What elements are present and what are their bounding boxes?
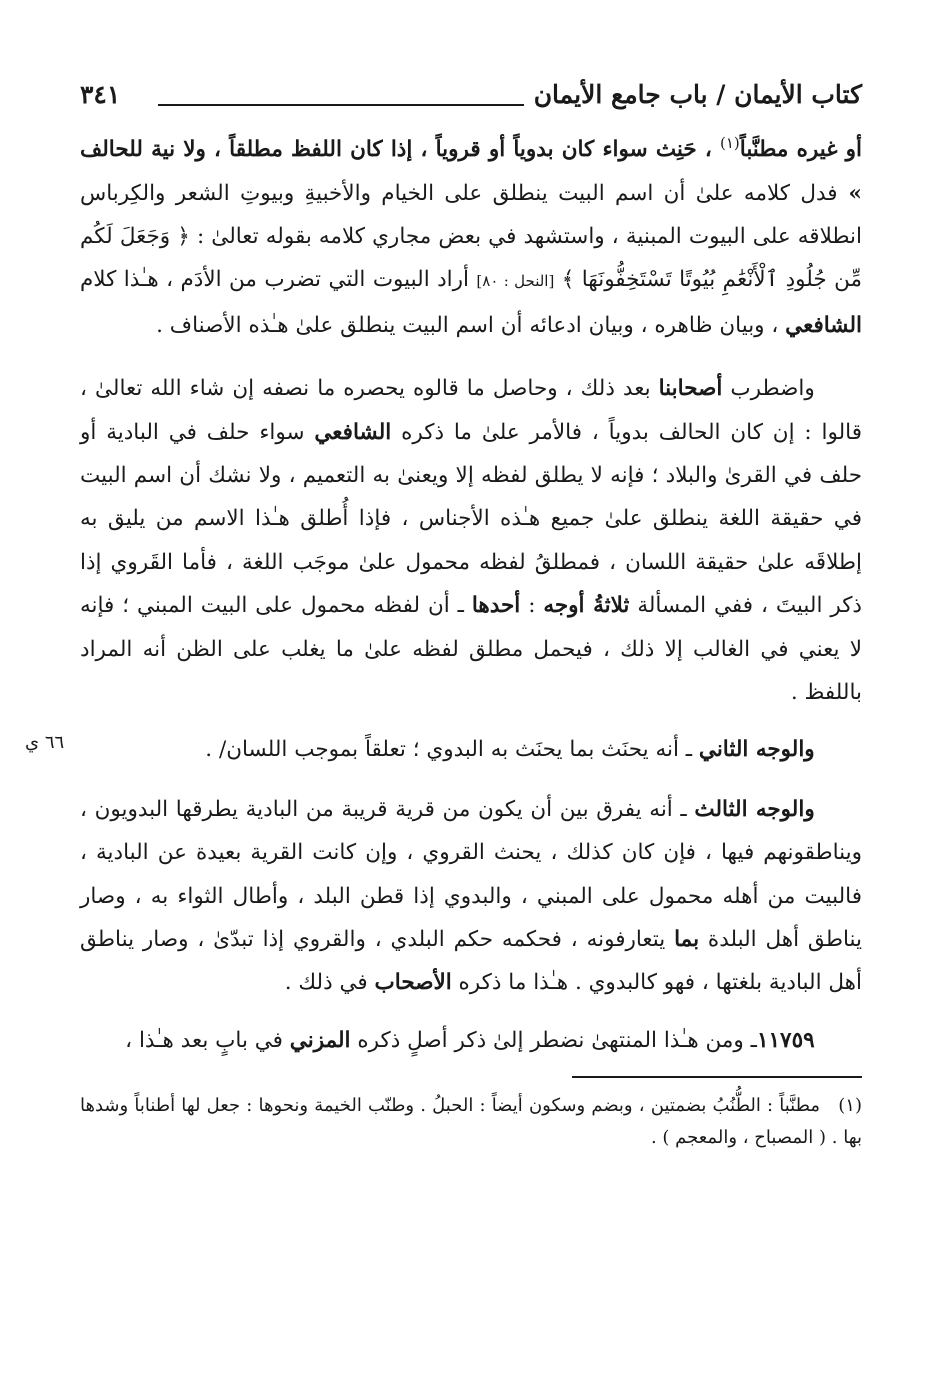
manuscript-margin-note: ٦٦ ي	[25, 732, 65, 754]
paragraph-2	[80, 367, 862, 714]
header-rule	[158, 104, 524, 106]
footnote	[80, 1090, 862, 1154]
running-title: كتاب الأيمان / باب جامع الأيمان	[533, 80, 862, 109]
text: أراد البيوت التي تضرب من الأدَم ، هـٰذا كلام	[80, 267, 477, 293]
paragraph-5	[80, 1019, 862, 1062]
text: في بابٍ بعد هـٰذا ،	[125, 1027, 290, 1053]
page	[25, 78, 863, 1154]
text-bold: الشافعي	[314, 419, 392, 445]
paragraph-3	[80, 728, 862, 771]
text-bold: الأصحاب	[374, 970, 452, 996]
text-bold: ثلاثةُ أوجه	[543, 593, 630, 619]
text: سواء حلف في البادية أو حلف في القرىٰ والبلاد ؛ فإنه لا يطلق لفظه إلا ويعنىٰ به التعميم ، ولا نشك أن اسم البيت في حقيقة اللغة ينطلق علىٰ جميع هـٰذه الأجناس ، فإذا أُطلق هـٰذا الاسم من يليق به إطلاقَه علىٰ حقيقة اللسان ، فمطلقُ لفظه محمول علىٰ موجَب اللغة ، فأما القَروي إذا ذكر البيتَ ، ففي المسألة	[80, 419, 863, 619]
text-bold: أصحابنا	[658, 376, 723, 402]
paragraph-4	[80, 788, 862, 1005]
footnote-ref: (١)	[719, 134, 740, 152]
text: ، وبيان ظاهره ، وبيان ادعائه أن اسم البيت ينطلق علىٰ هـٰذه الأصناف .	[156, 312, 786, 338]
text: يتعارفونه ، فحكمه حكم البلدي ، والقروي إذا تبدّىٰ ، وصار يناطق أهل البادية بلغتها ، فهو كالبدوي . هـٰذا ما ذكره	[80, 927, 862, 996]
text: :	[520, 593, 544, 619]
text-bold: أو غيره مطنَّباً	[739, 137, 862, 163]
text: ـ ومن هـٰذا المنتهىٰ نضطر إلىٰ ذكر أصلٍ ذكره	[350, 1027, 757, 1053]
text-bold: الشافعي	[785, 312, 862, 338]
text: فدل كلامه علىٰ أن اسم البيت ينطلق على الخيام والأخبيةِ وبيوتِ الشعر والكِرباس انطلاقه على البيوت المبنية ، واستشهد في بعض مجاري كلامه بقوله تعالىٰ : ﴿ وَجَعَلَ لَكُم مِّن جُلُودِ ٱلْأَنْعَٰمِ بُيُوتًا تَسْتَخِفُّونَهَا ﴾	[80, 180, 862, 293]
text-bold: أحدها	[471, 593, 521, 619]
text-bold: والوجه الثالث	[694, 796, 815, 822]
footnote-text: مطنَّباً : الطُّنُبُ بضمتين ، وبضم وسكون أيضاً : الحبلُ . وطنّب الخيمة ونحوها : جعل لها أطناباً وشدها بها . ( المصباح ، والمعجم ) .	[80, 1095, 862, 1149]
footnote-number: (١)	[838, 1095, 862, 1117]
text-bold: المزني	[289, 1027, 351, 1053]
text: ـ أنه يفرق بين أن يكون من قرية قريبة من البادية يطرقها البدويون ، ويناطقونهم فيها ، فإن كان كذلك ، يحنث القروي ، وإن كانت القرية بعيدة عن البادية ، فالبيت من أهله محمول على المبني ، والبدوي إذا قطن البلد ، وأطال الثواء به ، وصار يناطق أهل البلدة	[80, 796, 862, 953]
page-number: ٣٤١	[80, 80, 121, 109]
footnote-rule	[572, 1076, 862, 1078]
text: واضطرب	[722, 376, 815, 402]
paragraph-1	[80, 122, 862, 347]
text: ـ أنه يحنَث بما يحنَث به البدوي ؛ تعلقاً بموجب اللسان/ .	[205, 737, 699, 763]
text: ـ أن لفظه محمول على البيت المبني ؛ فإنه لا يعني في الغالب إلا ذلك ، فيحمل مطلق لفظه علىٰ ما يغلب على الظن أنه المراد باللفظ .	[80, 593, 862, 706]
text-bold: والوجه الثاني	[698, 737, 815, 763]
text: بعد ذلك ، وحاصل ما قالوه يحصره ما نصفه إن شاء الله تعالىٰ ، قالوا : إن كان الحالف بدوياً ، فالأمر علىٰ ما ذكره	[80, 376, 862, 445]
running-header	[80, 78, 862, 122]
quran-citation: [النحل : ٨٠]	[476, 272, 555, 291]
paragraph-number: ١١٧٥٩	[756, 1027, 815, 1053]
text: في ذلك .	[284, 970, 375, 996]
text-bold: بما	[674, 927, 700, 953]
text-bold: ، حَنِث سواء كان بدوياً أو قروياً ، إذا كان اللفظ مطلقاً ، ولا نية للحالف »	[80, 137, 862, 206]
